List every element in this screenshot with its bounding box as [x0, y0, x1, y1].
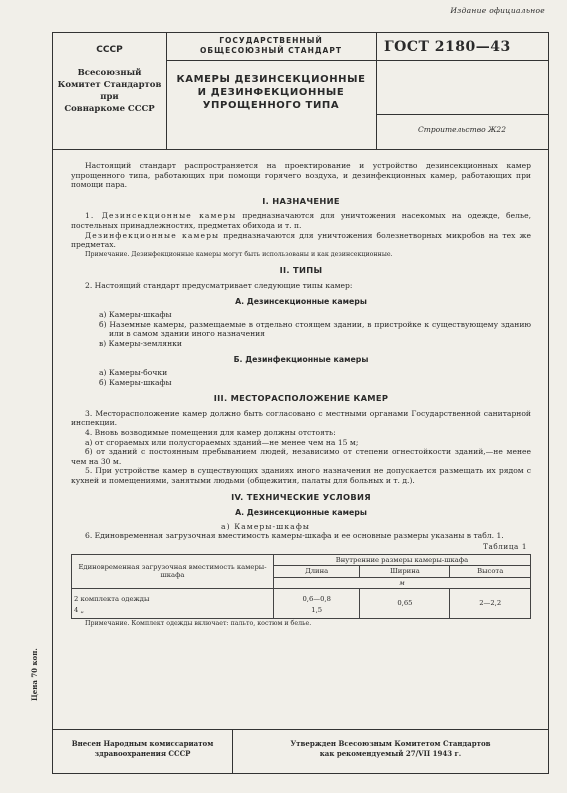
table-cell: 1,5 [273, 605, 360, 619]
list-item: а) Камеры-шкафы [221, 521, 311, 531]
table-header-width: Ширина [360, 566, 450, 578]
title-line: УПРОЩЕННОГО ТИПА [202, 100, 340, 111]
header-middle [166, 33, 377, 149]
committee-line: Совнаркоме СССР [64, 104, 155, 114]
document-frame [52, 32, 549, 774]
committee-block [53, 67, 166, 115]
header-divider [53, 149, 548, 150]
dimensions-table [71, 554, 531, 620]
list-item: б) Камеры-шкафы [99, 377, 172, 387]
term: Дезинфекционные камеры [85, 230, 220, 240]
paragraph: 5. При устройстве камер в существующих зданиях иного назначения не допускается размещать их рядом с кухней и помещениями, занятыми людьми (общежития, палаты для больных и т. д.). [71, 466, 531, 486]
state-line: ГОСУДАРСТВЕННЫЙ [219, 36, 323, 45]
paragraph [71, 211, 531, 230]
construction-code: Строительство Ж22 [418, 125, 506, 134]
committee-line: Всесоюзный [77, 68, 142, 78]
paragraph [71, 231, 531, 250]
paragraph: 2. Настоящий стандарт предусматривает следующие типы камер: [85, 280, 353, 290]
table-label: Таблица 1 [483, 542, 527, 551]
list-item: в) Камеры-землянки [99, 338, 182, 348]
footer-line: Внесен Народным комиссариатом [71, 739, 214, 748]
footer-line: как рекомендуемый 27/VII 1943 г. [319, 749, 462, 758]
section-title: II. ТИПЫ [279, 265, 323, 276]
committee-line: Комитет Стандартов [57, 80, 162, 90]
section-title: I. НАЗНАЧЕНИЕ [262, 195, 340, 206]
table-header-length: Длина [273, 566, 360, 578]
footer-line: Утвержден Всесоюзным Комитетом Стандартов [290, 739, 491, 748]
table-header-group: Внутренние размеры камеры-шкафа [273, 554, 530, 566]
ussr-label: СССР [96, 45, 123, 55]
document-title [166, 73, 376, 112]
list-item: а) Камеры-бочки [99, 368, 168, 378]
paragraph: 6. Единовременная загрузочная вместимость камеры-шкафа и ее основные размеры указаны в табл. 1. [85, 531, 504, 541]
table-header-height: Высота [450, 566, 531, 578]
footer-approved [233, 729, 548, 773]
table-cell: 0,6—0,8 [273, 589, 360, 605]
table-cell: 0,65 [360, 589, 450, 619]
table-unit: м [273, 577, 530, 589]
paragraph: 3. Месторасположение камер должно быть согласовано с местными органами Государственной санитарной инспекции. [71, 408, 531, 428]
footer-submitted [53, 729, 233, 773]
state-line: ОБЩЕСОЮЗНЫЙ СТАНДАРТ [200, 46, 342, 55]
table-header-capacity: Единовременная загрузочная вместимость камеры-шкафа [72, 554, 274, 589]
table-note: Примечание. Комплект одежды включает: пальто, костюм и белье. [85, 620, 312, 628]
document-body [71, 161, 531, 629]
paragraph: б) от зданий с постоянным пребыванием людей, независимо от степени огнестойкости зданий,—не менее чем на 30 м. [71, 447, 531, 466]
gost-number: ГОСТ 2180—43 [376, 33, 548, 61]
footer-line: здравоохранения СССР [94, 749, 191, 758]
title-line: И ДЕЗИНФЕКЦИОННЫЕ [197, 87, 345, 98]
edition-label: Издание официальное [450, 6, 545, 15]
text: предназначаются для уничтожения болезнетворных микробов на тех же предметах. [71, 230, 531, 250]
table-cell: 2—2,2 [450, 589, 531, 619]
header-blank-cell [376, 61, 548, 115]
table-cell: 4 „ [72, 605, 274, 619]
subsection-title: Б. Дезинфекционные камеры [233, 354, 369, 364]
section-title: III. МЕСТОРАСПОЛОЖЕНИЕ КАМЕР [213, 393, 389, 404]
table-cell: 2 комплекта одежды [72, 589, 274, 605]
list-item: б) Наземные камеры, размещаемые в отдельно стоящем здании, в пристройке к существующему зданию или в самом здании иного назначения [99, 319, 531, 339]
text: предназначаются для уничтожения насекомых на одежде, белье, постельных принадлежностях, предметах обихода и т. п. [71, 211, 531, 230]
paragraph: а) от сгораемых или полусгораемых зданий—не менее чем на 15 м; [85, 437, 359, 447]
header-right [376, 33, 548, 149]
state-standard-label [166, 33, 376, 61]
paragraph: 4. Вновь возводимые помещения для камер должны отстоять: [85, 428, 336, 438]
intro-paragraph: Настоящий стандарт распространяется на проектирование и устройство дезинсекционных камер упрощенного типа, работающих при помощи горячего воздуха, и дезинфекционных камер, работающих при помощи пара. [71, 161, 531, 190]
title-line: КАМЕРЫ ДЕЗИНСЕКЦИОННЫЕ [176, 74, 366, 85]
header-left [53, 33, 167, 149]
term: 1. Дезинсекционные камеры [85, 211, 237, 221]
subsection-title: А. Дезинсекционные камеры [235, 508, 367, 518]
subsection-title: А. Дезинсекционные камеры [235, 296, 367, 306]
section-title: IV. ТЕХНИЧЕСКИЕ УСЛОВИЯ [231, 491, 371, 502]
committee-line: при [100, 92, 119, 102]
price-label: Цена 70 коп. [30, 648, 39, 702]
list-item: а) Камеры-шкафы [99, 310, 172, 320]
note: Примечание. Дезинфекционные камеры могут быть использованы и как дезинсекционные. [85, 250, 393, 258]
